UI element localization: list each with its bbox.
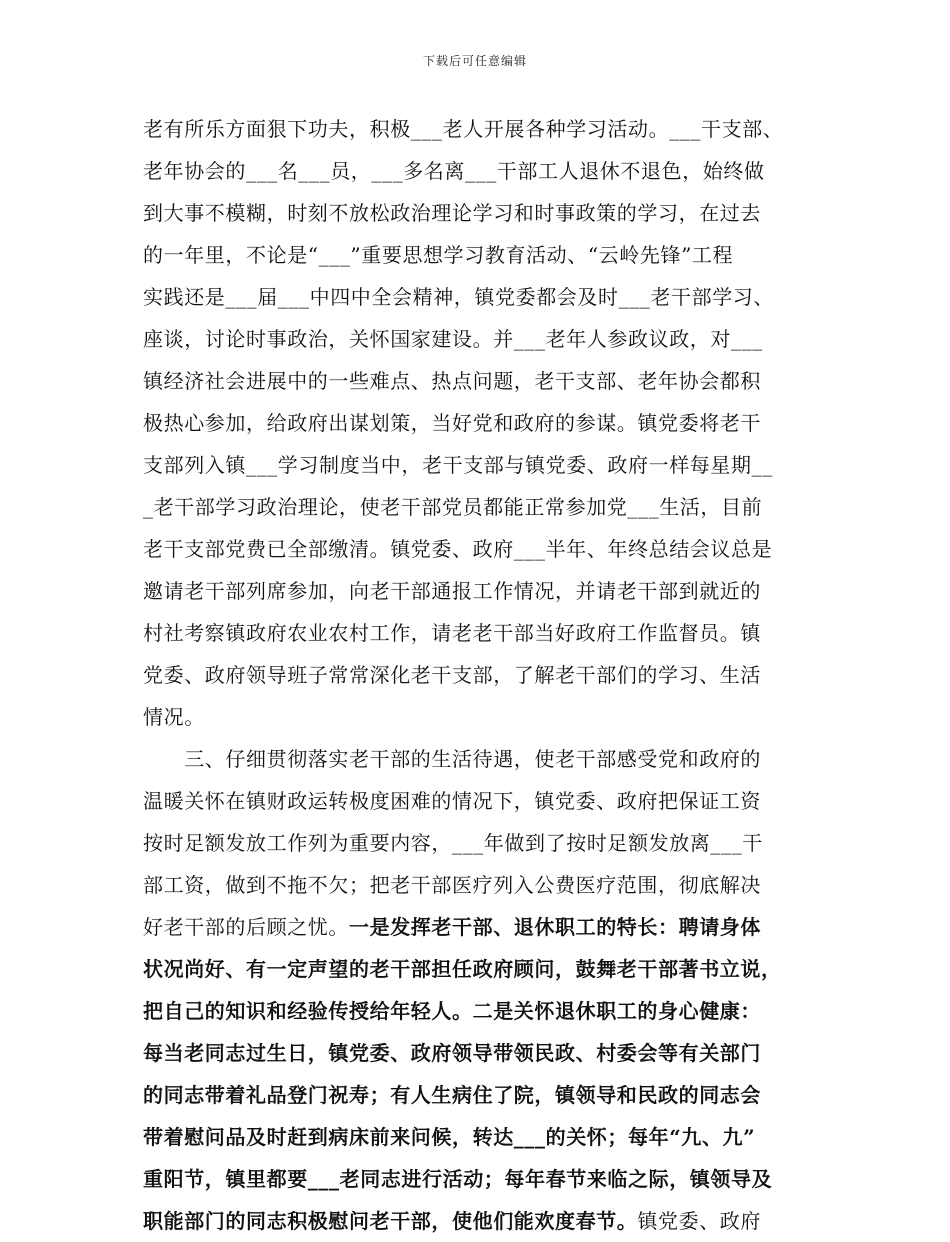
text-line xyxy=(143,990,813,1032)
text-line-content: 部工资，做到不拖不欠；把老干部医疗列入公费医疗范围，彻底解决 xyxy=(143,873,761,897)
text-line-content: 镇经济社会进展中的一些难点、热点问题，老干支部、老年协会都积 xyxy=(143,369,761,393)
text-line xyxy=(143,822,813,864)
text-line-content: 温暖关怀在镇财政运转极度困难的情况下，镇党委、政府把保证工资 xyxy=(143,789,761,813)
text-line-content: 老干支部党费已全部缴清。镇党委、政府___半年、年终总结会议总是 xyxy=(143,537,773,561)
text-line xyxy=(143,738,813,780)
text-line xyxy=(143,402,813,444)
text-line xyxy=(143,444,813,486)
text-line xyxy=(143,1158,813,1200)
text-line xyxy=(143,948,813,990)
text-line-content: 带着慰问品及时赶到病床前来问候，转达___的关怀；每年“九、九” xyxy=(143,1125,756,1149)
text-line-content: 老有所乐方面狠下功夫，积极___老人开展各种学习活动。___干支部、 xyxy=(143,117,784,141)
text-line xyxy=(143,612,813,654)
text-line-content: _老干部学习政治理论，使老干部党员都能正常参加党___生活，目前 xyxy=(143,495,763,519)
text-line-content: 好老干部的后顾之忧。 xyxy=(143,915,349,939)
text-line-content: 到大事不模糊，时刻不放松政治理论学习和时事政策的学习，在过去 xyxy=(143,201,761,225)
text-line xyxy=(143,696,813,738)
text-line xyxy=(143,654,813,696)
document-body xyxy=(143,108,813,1242)
text-line-content: 的一年里，不论是“___”重要思想学习教育活动、“云岭先锋”工程 xyxy=(143,243,734,267)
text-line xyxy=(143,1074,813,1116)
text-line xyxy=(143,108,813,150)
text-line xyxy=(143,150,813,192)
text-line-content: 重阳节，镇里都要___老同志进行活动；每年春节来临之际，镇领导及 xyxy=(143,1167,773,1191)
text-line-content: 党委、政府领导班子常常深化老干支部，了解老干部们的学习、生活 xyxy=(143,663,761,687)
text-line-content: 的同志带着礼品登门祝寿；有人生病住了院，镇领导和民政的同志会 xyxy=(143,1083,761,1107)
text-line-content: 实践还是___届___中四中全会精神，镇党委都会及时___老干部学习、 xyxy=(143,285,774,309)
text-line xyxy=(143,528,813,570)
text-line xyxy=(143,192,813,234)
text-line-content: 三、仔细贯彻落实老干部的生活待遇，使老干部感受党和政府的 xyxy=(143,747,761,771)
text-line-content: 把自己的知识和经验传授给年轻人。二是关怀退休职工的身心健康： xyxy=(143,999,761,1023)
text-line-content: 极热心参加，给政府出谋划策，当好党和政府的参谋。镇党委将老干 xyxy=(143,411,761,435)
text-line-content: 按时足额发放工作列为重要内容，___年做到了按时足额发放离___干 xyxy=(143,831,763,855)
text-line xyxy=(143,570,813,612)
text-line xyxy=(143,318,813,360)
text-line-bold-tail: 一是发挥老干部、退休职工的特长：聘请身体 xyxy=(349,915,761,939)
text-line xyxy=(143,486,813,528)
text-line-normal-tail: 镇党委、政府 xyxy=(637,1209,762,1233)
text-line-content: 每当老同志过生日，镇党委、政府领导带领民政、村委会等有关部门 xyxy=(143,1041,761,1065)
text-line xyxy=(143,780,813,822)
text-line xyxy=(143,234,813,276)
text-line-content: 村社考察镇政府农业农村工作，请老老干部当好政府工作监督员。镇 xyxy=(143,621,761,645)
page-header: 下载后可任意编辑 xyxy=(422,54,527,68)
text-line xyxy=(143,1116,813,1158)
text-line xyxy=(143,1200,813,1242)
text-line xyxy=(143,906,813,948)
text-line-content: 情况。 xyxy=(143,705,205,729)
text-line-content: 邀请老干部列席参加，向老干部通报工作情况，并请老干部到就近的 xyxy=(143,579,761,603)
text-line-content: 座谈，讨论时事政治，关怀国家建设。并___老年人参政议政，对___ xyxy=(143,327,763,351)
text-line xyxy=(143,360,813,402)
text-line-content: 状况尚好、有一定声望的老干部担任政府顾问，鼓舞老干部著书立说， xyxy=(143,957,782,981)
text-line-content: 支部列入镇___学习制度当中，老干支部与镇党委、政府一样每星期__ xyxy=(143,453,773,477)
text-line xyxy=(143,1032,813,1074)
text-line-content: 职能部门的同志积极慰问老干部，使他们能欢度春节。 xyxy=(143,1209,638,1233)
text-line-content: 老年协会的___名___员，___多名离___干部工人退休不退色，始终做 xyxy=(143,159,765,183)
text-line xyxy=(143,276,813,318)
text-line xyxy=(143,864,813,906)
